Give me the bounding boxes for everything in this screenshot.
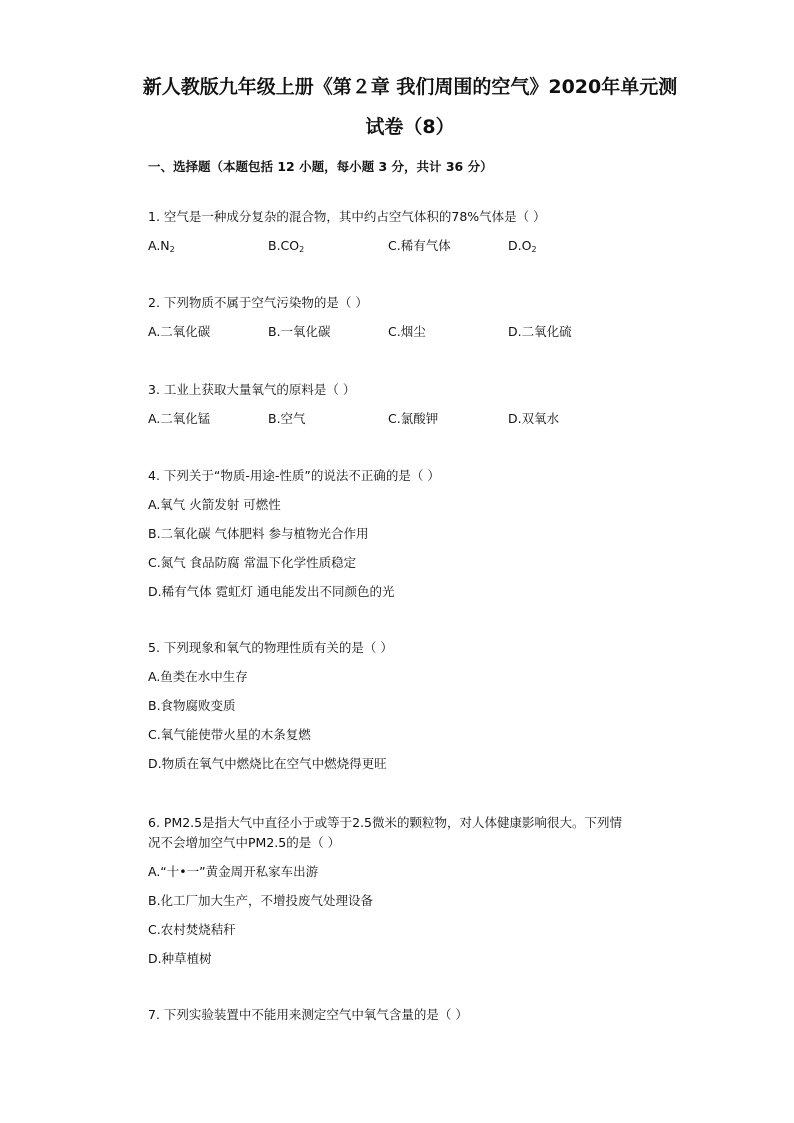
question-6 [148, 813, 688, 969]
option-c: C.氧气能使带火星的木条复燃 [148, 727, 311, 742]
option-a: A.二氧化锰 [148, 411, 211, 426]
option-b: B.二氧化碳 气体肥料 参与植物光合作用 [148, 526, 369, 541]
options-row [148, 409, 688, 429]
option-a: $A.N_2$ [148, 238, 175, 254]
question-stem: 2. 下列物质不属于空气污染物的是（ ） [148, 295, 368, 310]
document-title-line2: 试卷（8） [365, 116, 455, 138]
option-d: D.物质在氧气中燃烧比在空气中燃烧得更旺 [148, 756, 387, 771]
question-2 [148, 293, 688, 342]
option-c: C.氯酸钾 [388, 411, 439, 426]
question-stem-line2: 况不会增加空气中PM2.5的是（ ） [148, 835, 341, 850]
question-3 [148, 380, 688, 429]
option-a: A.氧气 火箭发射 可燃性 [148, 497, 281, 512]
option-d: D.双氧水 [508, 411, 560, 426]
question-7 [148, 1005, 688, 1025]
question-5 [148, 638, 688, 774]
option-c: C.烟尘 [388, 324, 426, 339]
question-4 [148, 466, 688, 602]
options-list [148, 862, 688, 969]
question-stem-line1: 6. PM2.5是指大气中直径小于或等于2.5微米的颗粒物，对人体健康影响很大。下列情 [148, 815, 622, 830]
question-1 [148, 207, 688, 256]
question-stem: 4. 下列关于“物质-用途-性质”的说法不正确的是（ ） [148, 468, 440, 483]
option-d: D.二氧化硫 [508, 324, 572, 339]
question-stem: 5. 下列现象和氧气的物理性质有关的是（ ） [148, 640, 393, 655]
option-b: B.空气 [268, 411, 306, 426]
question-stem: 1. 空气是一种成分复杂的混合物，其中约占空气体积的78%气体是（ ） [148, 209, 546, 224]
option-b: B.一氧化碳 [268, 324, 331, 339]
section-heading: 一、选择题（本题包括 12 小题，每小题 3 分，共计 36 分） [148, 159, 493, 174]
question-stem: 3. 工业上获取大量氧气的原料是（ ） [148, 382, 356, 397]
option-b: B.食物腐败变质 [148, 698, 236, 713]
option-d: $D.O_2$ [508, 238, 537, 254]
options-row [148, 236, 688, 256]
options-row [148, 322, 688, 342]
option-a: A.“十•一”黄金周开私家车出游 [148, 864, 319, 879]
option-b: $B.CO_2$ [268, 238, 305, 254]
option-a: A.二氧化碳 [148, 324, 211, 339]
option-c: C.农村焚烧秸秆 [148, 922, 236, 937]
document-title-line1: 新人教版九年级上册《第２章 我们周围的空气》2020年单元测 [142, 76, 678, 98]
options-list [148, 495, 688, 602]
options-list [148, 667, 688, 774]
option-a: A.鱼类在水中生存 [148, 669, 248, 684]
question-stem: 7. 下列实验装置中不能用来测定空气中氧气含量的是（ ） [148, 1007, 468, 1022]
option-b: B.化工厂加大生产，不增投废气处理设备 [148, 893, 374, 908]
option-c: C.氮气 食品防腐 常温下化学性质稳定 [148, 555, 357, 570]
option-d: D.种草植树 [148, 951, 212, 966]
option-c: C.稀有气体 [388, 238, 451, 253]
option-d: D.稀有气体 霓虹灯 通电能发出不同颜色的光 [148, 584, 395, 599]
